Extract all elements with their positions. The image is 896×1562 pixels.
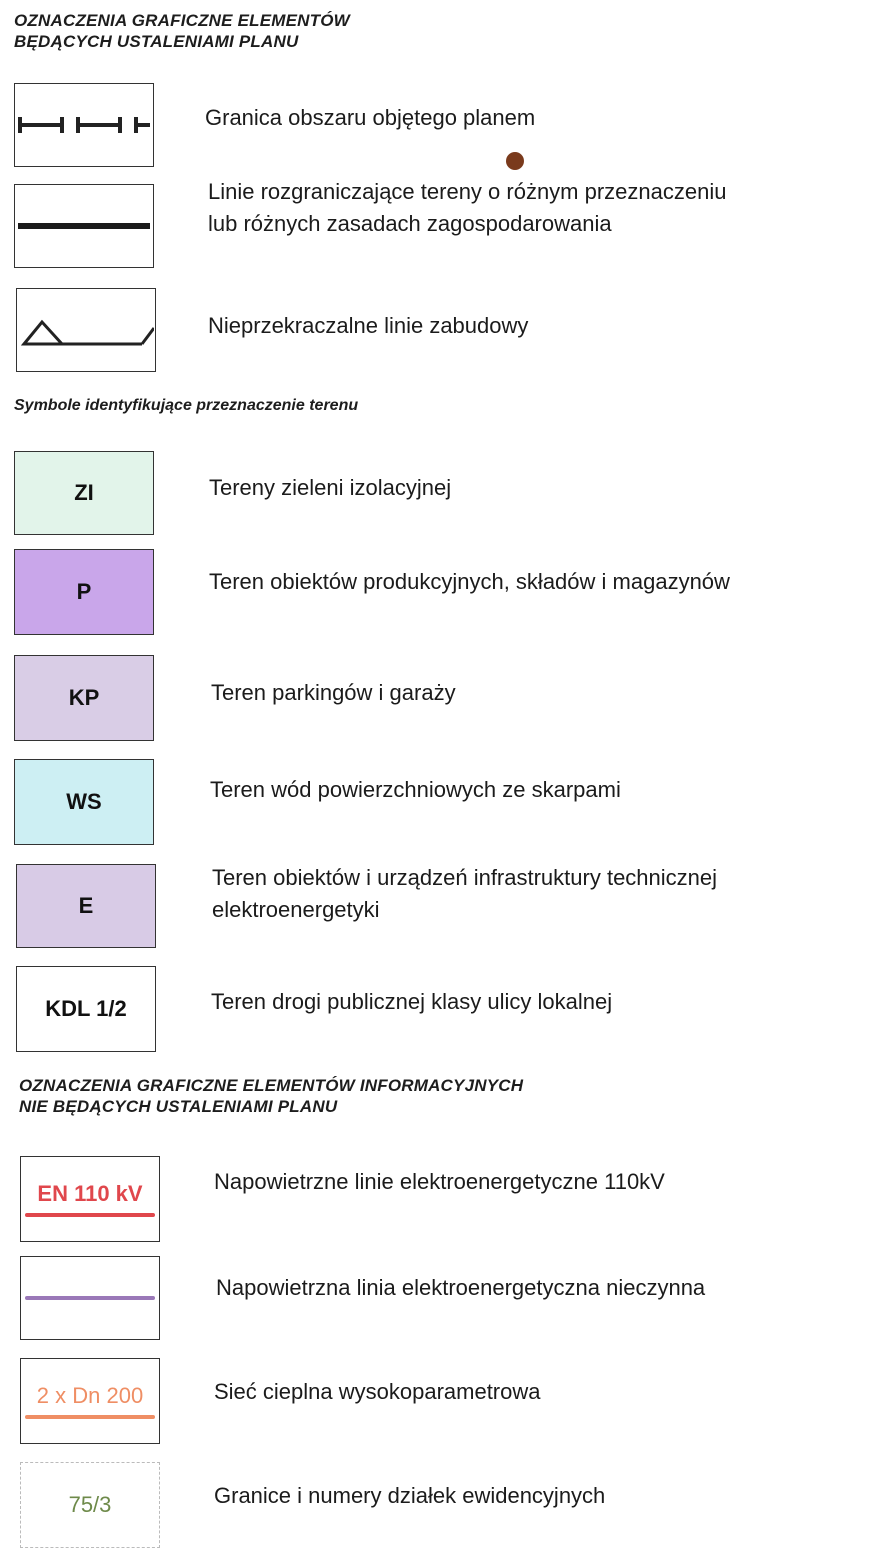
legend-label-solid-line: [208, 176, 726, 240]
zone-label-zi: Tereny zieleni izolacyjnej: [209, 475, 452, 500]
legend-symbol-boundary: [14, 83, 154, 167]
zone-box-e: [16, 864, 156, 948]
info-label-heat: Sieć cieplna wysokoparametrowa: [214, 1379, 541, 1404]
info-box-en110: [20, 1156, 160, 1242]
legend-symbol-building-line: [16, 288, 156, 372]
zone-label-e-line2: elektroenergetyki: [212, 897, 380, 922]
legend-label-solid-line-2: lub różnych zasadach zagospodarowania: [208, 211, 612, 236]
orange-line-icon: [25, 1415, 155, 1419]
zone-label-e-line1: Teren obiektów i urządzeń infrastruktury technicznej: [212, 865, 718, 890]
zone-label-kp: Teren parkingów i garaży: [211, 680, 456, 705]
section2-title-line1: OZNACZENIA GRAFICZNE ELEMENTÓW INFORMACYJNYCH: [19, 1076, 524, 1095]
legend-label-boundary: Granica obszaru objętego planem: [205, 105, 536, 130]
zone-box-kp: [14, 655, 154, 741]
section1-title-line2: BĘDĄCYCH USTALENIAMI PLANU: [14, 32, 299, 51]
stain-dot: [506, 152, 524, 170]
info-box-heat: [20, 1358, 160, 1444]
zone-code-kp: KP: [68, 685, 100, 710]
section1-title: [14, 10, 350, 52]
info-label-inactive-line: Napowietrzna linia elektroenergetyczna nieczynna: [216, 1275, 706, 1300]
legend-symbol-solid-line: [14, 184, 154, 268]
section1-title-line1: OZNACZENIA GRAFICZNE ELEMENTÓW: [14, 11, 350, 30]
zone-code-ws: WS: [66, 789, 102, 814]
zone-label-ws: Teren wód powierzchniowych ze skarpami: [210, 777, 621, 802]
boundary-line-icon: [16, 110, 152, 140]
info-code-en110: EN 110 kV: [37, 1181, 143, 1206]
zone-code-zi: ZI: [74, 480, 94, 505]
info-box-inactive-line: [20, 1256, 160, 1340]
info-code-parcel: 75/3: [68, 1492, 112, 1517]
zone-box-p: [14, 549, 154, 635]
info-code-heat: 2 x Dn 200: [36, 1383, 144, 1408]
zone-code-e: E: [78, 893, 94, 918]
legend-label-solid-line-1: Linie rozgraniczające tereny o różnym przeznaczeniu: [208, 179, 727, 204]
red-line-icon: [25, 1213, 155, 1217]
info-box-parcel: [20, 1462, 160, 1548]
purple-line-icon: [25, 1296, 155, 1300]
solid-line-icon: [16, 216, 152, 236]
zone-label-p: Teren obiektów produkcyjnych, składów i magazynów: [209, 569, 730, 594]
zone-box-ws: [14, 759, 154, 845]
zone-code-kdl: KDL 1/2: [45, 996, 127, 1021]
zone-code-p: P: [76, 579, 92, 604]
building-line-icon: [18, 310, 154, 350]
zone-label-kdl: Teren drogi publicznej klasy ulicy lokalnej: [211, 989, 613, 1014]
info-label-parcel: Granice i numery działek ewidencyjnych: [214, 1483, 606, 1508]
legend-label-building-line: Nieprzekraczalne linie zabudowy: [208, 313, 529, 338]
zone-box-kdl: [16, 966, 156, 1052]
zone-box-zi: [14, 451, 154, 535]
symbols-heading: Symbole identyfikujące przeznaczenie terenu: [14, 397, 359, 414]
info-label-en110: Napowietrzne linie elektroenergetyczne 110kV: [214, 1169, 665, 1194]
section2-title-line2: NIE BĘDĄCYCH USTALENIAMI PLANU: [19, 1097, 338, 1116]
section2-title: [19, 1075, 523, 1117]
zone-label-e: [212, 862, 717, 926]
